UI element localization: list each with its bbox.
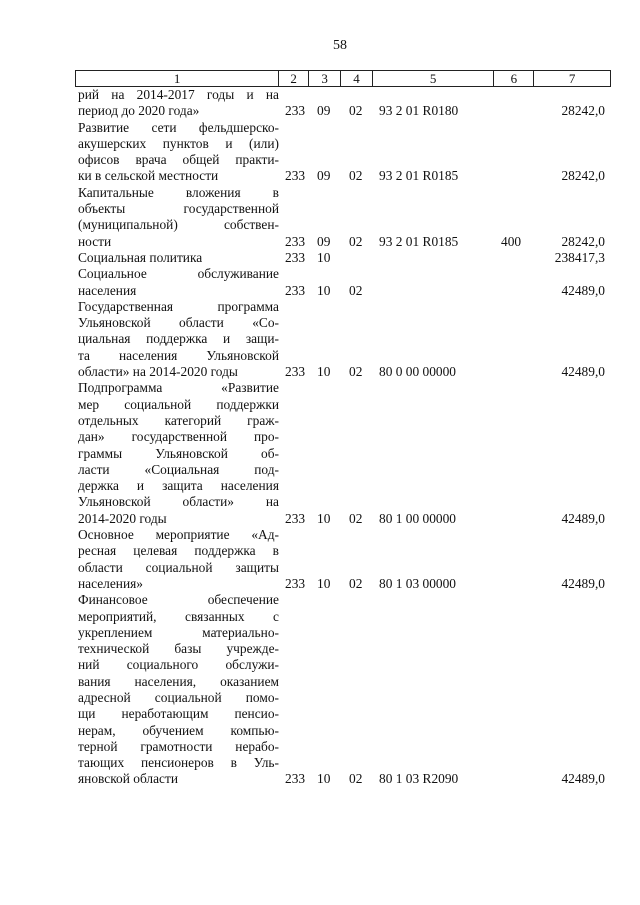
- description-line: Ульяновской области «Со-: [78, 315, 279, 331]
- cell-c3: 10: [317, 249, 331, 265]
- table-row: [75, 527, 611, 592]
- description-line: мер социальной поддержки: [78, 396, 279, 412]
- cell-c4: 02: [349, 168, 363, 184]
- cell-c7: 42489,0: [561, 771, 605, 787]
- description-line: населения»: [78, 575, 143, 591]
- description-line: укреплением материально-: [78, 624, 279, 640]
- cell-c4: 02: [349, 771, 363, 787]
- table-row: [75, 266, 611, 299]
- cell-c2: 233: [285, 168, 306, 184]
- row-description: [75, 380, 279, 527]
- description-line: тающих пенсионеров в Уль-: [78, 755, 279, 771]
- description-line: нерам, обучением компью-: [78, 722, 279, 738]
- description-line: вания населения, оказанием: [78, 673, 279, 689]
- cell-c5: 93 2 01 R0185: [379, 233, 459, 249]
- cell-c2: 233: [285, 364, 306, 380]
- description-line: технической базы учрежде-: [78, 641, 279, 657]
- description-line: мероприятий, связанных с: [78, 608, 279, 624]
- description-line: области социальной защиты: [78, 559, 279, 575]
- header-col-5: 5: [373, 71, 495, 86]
- cell-c4: 02: [349, 510, 363, 526]
- cell-c7: 42489,0: [561, 575, 605, 591]
- description-line: ности: [78, 233, 112, 249]
- header-col-7: 7: [568, 71, 576, 86]
- cell-c4: 02: [349, 364, 363, 380]
- description-line: населения: [78, 282, 137, 298]
- cell-c4: 02: [349, 103, 363, 119]
- description-line: терной грамотности нерабо-: [78, 738, 279, 754]
- table-row: [75, 120, 611, 185]
- description-line: дан» государственной про-: [78, 429, 279, 445]
- description-line: граммы Ульяновской об-: [78, 445, 279, 461]
- row-description: [75, 87, 279, 120]
- cell-c2: 233: [285, 249, 306, 265]
- cell-c2: 233: [285, 103, 306, 119]
- header-col-3: 3: [309, 71, 341, 86]
- header-col-2: 2: [279, 71, 309, 86]
- row-description: [75, 266, 279, 299]
- description-line: адресной социальной помо-: [78, 689, 279, 705]
- description-line: щи неработающим пенсио-: [78, 706, 279, 722]
- table-body: [75, 87, 611, 788]
- cell-c2: 233: [285, 575, 306, 591]
- cell-c4: 02: [349, 282, 363, 298]
- description-line: объекты государственной: [78, 201, 279, 217]
- description-line: яновской области: [78, 771, 179, 787]
- budget-table: [75, 70, 611, 788]
- cell-c3: 10: [317, 771, 331, 787]
- row-description: [75, 592, 279, 788]
- cell-c7: 28242,0: [561, 233, 605, 249]
- table-row: [75, 380, 611, 527]
- description-line: (муниципальной) собствен-: [78, 217, 279, 233]
- description-line: Основное мероприятие «Ад-: [78, 527, 279, 543]
- cell-c3: 09: [317, 233, 331, 249]
- table-header: [75, 70, 611, 87]
- header-col-4: 4: [341, 71, 373, 86]
- description-line: ресная целевая поддержка в: [78, 543, 279, 559]
- row-description: [75, 250, 279, 266]
- header-col-1: 1: [76, 71, 279, 86]
- cell-c3: 10: [317, 575, 331, 591]
- description-line: ки в сельской местности: [78, 168, 219, 184]
- description-line: отдельных категорий граж-: [78, 412, 279, 428]
- row-description: [75, 299, 279, 380]
- cell-c3: 09: [317, 168, 331, 184]
- description-line: циальная поддержка и защи-: [78, 331, 279, 347]
- description-line: ласти «Социальная под-: [78, 461, 279, 477]
- description-line: Развитие сети фельдшерско-: [78, 119, 279, 135]
- description-line: 2014-2020 годы: [78, 510, 167, 526]
- cell-c7: 238417,3: [554, 249, 605, 265]
- description-line: Подпрограмма «Развитие: [78, 380, 279, 396]
- cell-c5: 80 1 03 00000: [379, 575, 456, 591]
- description-line: держка и защита населения: [78, 478, 279, 494]
- cell-c2: 233: [285, 771, 306, 787]
- cell-c3: 10: [317, 510, 331, 526]
- description-line: Государственная программа: [78, 298, 279, 314]
- row-description: [75, 527, 279, 592]
- cell-c3: 10: [317, 282, 331, 298]
- cell-c5: 93 2 01 R0180: [379, 103, 459, 119]
- cell-c2: 233: [285, 282, 306, 298]
- cell-c6: 400: [501, 233, 522, 249]
- description-line: Капитальные вложения в: [78, 184, 279, 200]
- cell-c5: 93 2 01 R0185: [379, 168, 459, 184]
- page-number: 58: [333, 38, 347, 53]
- cell-c7: 42489,0: [561, 510, 605, 526]
- cell-c4: 02: [349, 233, 363, 249]
- cell-c5: 80 0 00 00000: [379, 364, 456, 380]
- table-row: [75, 185, 611, 250]
- cell-c7: 42489,0: [561, 282, 605, 298]
- description-line: Ульяновской области» на: [78, 494, 279, 510]
- description-line: Финансовое обеспечение: [78, 592, 279, 608]
- description-line: области» на 2014-2020 годы: [78, 364, 238, 380]
- description-line: период до 2020 года»: [78, 103, 200, 119]
- cell-c7: 42489,0: [561, 364, 605, 380]
- description-line: Социальное обслуживание: [78, 266, 279, 282]
- table-row: [75, 299, 611, 380]
- cell-c7: 28242,0: [561, 103, 605, 119]
- cell-c2: 233: [285, 233, 306, 249]
- table-row: [75, 592, 611, 788]
- cell-c5: 80 1 03 R2090: [379, 771, 459, 787]
- description-line: та населения Ульяновской: [78, 347, 279, 363]
- description-line: ний социального обслужи-: [78, 657, 279, 673]
- cell-c7: 28242,0: [561, 168, 605, 184]
- description-line: Социальная политика: [78, 249, 203, 265]
- cell-c4: 02: [349, 575, 363, 591]
- description-line: акушерских пунктов и (или): [78, 135, 279, 151]
- table-row: [75, 87, 611, 120]
- header-col-6: 6: [494, 71, 534, 86]
- description-line: рий на 2014-2017 годы и на: [78, 87, 279, 102]
- cell-c3: 10: [317, 364, 331, 380]
- cell-c5: 80 1 00 00000: [379, 510, 456, 526]
- description-line: офисов врача общей практи-: [78, 152, 279, 168]
- row-description: [75, 185, 279, 250]
- cell-c3: 09: [317, 103, 331, 119]
- table-row: [75, 250, 611, 266]
- row-description: [75, 120, 279, 185]
- cell-c2: 233: [285, 510, 306, 526]
